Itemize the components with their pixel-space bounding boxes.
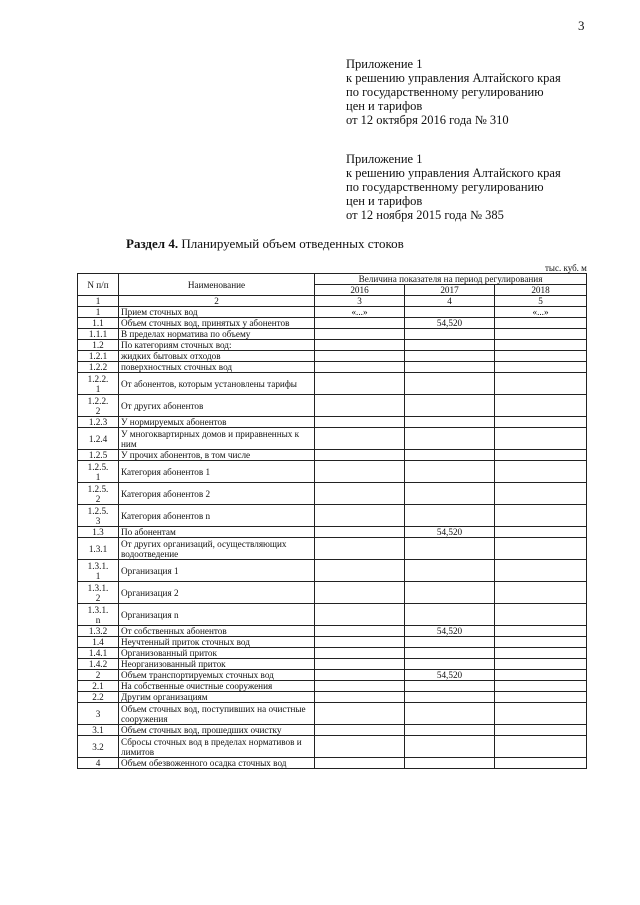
row-name: Объем сточных вод, принятых у абонентов — [119, 318, 315, 329]
appendix-line: Приложение 1 — [346, 57, 423, 71]
row-name: От абонентов, которым установлены тарифы — [119, 373, 315, 395]
value-2016 — [315, 318, 405, 329]
value-2016 — [315, 373, 405, 395]
value-2018 — [495, 450, 587, 461]
table-row — [78, 670, 587, 681]
table-row — [78, 428, 587, 450]
appendix-line: к решению управления Алтайского края — [346, 166, 561, 180]
table-row — [78, 626, 587, 637]
row-number: 3.1 — [78, 725, 119, 736]
value-2018 — [495, 362, 587, 373]
table-row — [78, 362, 587, 373]
appendix-line: от 12 октября 2016 года № 310 — [346, 113, 509, 127]
row-number: 1.4.1 — [78, 648, 119, 659]
appendix-line: по государственному регулированию — [346, 180, 544, 194]
value-2017 — [405, 736, 495, 758]
value-2016 — [315, 428, 405, 450]
planned-volume-table — [77, 273, 587, 769]
value-2016 — [315, 395, 405, 417]
row-number: 1.2.5. 2 — [78, 483, 119, 505]
value-2018 — [495, 659, 587, 670]
row-name: жидких бытовых отходов — [119, 351, 315, 362]
table-row — [78, 373, 587, 395]
table-row — [78, 703, 587, 725]
value-2018 — [495, 604, 587, 626]
value-2017 — [405, 725, 495, 736]
value-2017 — [405, 351, 495, 362]
value-2017 — [405, 692, 495, 703]
row-name: На собственные очистные сооружения — [119, 681, 315, 692]
row-number: 1.3.1. 1 — [78, 560, 119, 582]
row-number: 1.2.2. 1 — [78, 373, 119, 395]
row-name: От других организаций, осуществляющих водоотведение — [119, 538, 315, 560]
row-name: От других абонентов — [119, 395, 315, 417]
header-period: Величина показателя на период регулирования — [315, 274, 587, 285]
value-2018 — [495, 725, 587, 736]
row-number: 1.2.3 — [78, 417, 119, 428]
section-title-text: Планируемый объем отведенных стоков — [178, 236, 404, 251]
row-number: 1.2.5 — [78, 450, 119, 461]
row-number: 1.2.5. 3 — [78, 505, 119, 527]
table-row — [78, 692, 587, 703]
table-row — [78, 736, 587, 758]
value-2017 — [405, 362, 495, 373]
value-2018 — [495, 351, 587, 362]
index-cell: 1 — [78, 296, 119, 307]
table-row — [78, 604, 587, 626]
index-cell: 3 — [315, 296, 405, 307]
value-2016 — [315, 483, 405, 505]
value-2017 — [405, 450, 495, 461]
row-name: Неорганизованный приток — [119, 659, 315, 670]
row-number: 1.4 — [78, 637, 119, 648]
table-row — [78, 483, 587, 505]
value-2017: 54,520 — [405, 527, 495, 538]
row-name: Организация n — [119, 604, 315, 626]
table-row — [78, 560, 587, 582]
value-2018 — [495, 626, 587, 637]
value-2017 — [405, 604, 495, 626]
value-2017 — [405, 428, 495, 450]
value-2017 — [405, 505, 495, 527]
row-number: 1.3.1. n — [78, 604, 119, 626]
row-number: 3 — [78, 703, 119, 725]
value-2017 — [405, 461, 495, 483]
value-2016 — [315, 626, 405, 637]
value-2018 — [495, 428, 587, 450]
value-2016 — [315, 560, 405, 582]
table-row — [78, 461, 587, 483]
value-2016 — [315, 450, 405, 461]
value-2016: «...» — [315, 307, 405, 318]
row-number: 1.2 — [78, 340, 119, 351]
section-title — [126, 236, 404, 252]
index-cell: 2 — [119, 296, 315, 307]
value-2016 — [315, 725, 405, 736]
value-2017 — [405, 758, 495, 769]
value-2016 — [315, 659, 405, 670]
row-number: 4 — [78, 758, 119, 769]
value-2016 — [315, 538, 405, 560]
value-2016 — [315, 527, 405, 538]
appendix-line: от 12 ноября 2015 года № 385 — [346, 208, 504, 222]
row-number: 1.3.2 — [78, 626, 119, 637]
row-name: У прочих абонентов, в том числе — [119, 450, 315, 461]
table-row — [78, 527, 587, 538]
appendix-current-header — [346, 57, 561, 127]
value-2018 — [495, 417, 587, 428]
table-row — [78, 538, 587, 560]
value-2018 — [495, 692, 587, 703]
row-name: Объем сточных вод, поступивших на очистные сооружения — [119, 703, 315, 725]
row-number: 3.2 — [78, 736, 119, 758]
value-2018 — [495, 527, 587, 538]
row-number: 1.2.2 — [78, 362, 119, 373]
table-row — [78, 351, 587, 362]
value-2017 — [405, 340, 495, 351]
row-name: Категория абонентов n — [119, 505, 315, 527]
table-row — [78, 659, 587, 670]
value-2017 — [405, 648, 495, 659]
row-number: 1.2.5. 1 — [78, 461, 119, 483]
value-2018 — [495, 340, 587, 351]
section-label: Раздел 4. — [126, 236, 179, 251]
row-name: Неучтенный приток сточных вод — [119, 637, 315, 648]
row-name: Другим организациям — [119, 692, 315, 703]
header-year: 2017 — [405, 285, 495, 296]
header-num: N п/п — [78, 274, 119, 296]
value-2018 — [495, 329, 587, 340]
row-number: 1.3.1 — [78, 538, 119, 560]
appendix-line: Приложение 1 — [346, 152, 423, 166]
value-2018 — [495, 758, 587, 769]
row-name: В пределах норматива по объему — [119, 329, 315, 340]
row-number: 1.3.1. 2 — [78, 582, 119, 604]
table-row — [78, 582, 587, 604]
value-2016 — [315, 505, 405, 527]
value-2016 — [315, 417, 405, 428]
row-name: Организация 1 — [119, 560, 315, 582]
table-row — [78, 340, 587, 351]
value-2017 — [405, 582, 495, 604]
value-2018 — [495, 505, 587, 527]
row-name: У нормируемых абонентов — [119, 417, 315, 428]
page-number: 3 — [578, 18, 585, 33]
row-name: У многоквартирных домов и приравненных к ним — [119, 428, 315, 450]
table-row — [78, 395, 587, 417]
row-name: Объем транспортируемых сточных вод — [119, 670, 315, 681]
index-cell: 5 — [495, 296, 587, 307]
header-year: 2018 — [495, 285, 587, 296]
value-2016 — [315, 340, 405, 351]
value-2017 — [405, 637, 495, 648]
value-2017 — [405, 681, 495, 692]
value-2016 — [315, 758, 405, 769]
value-2017 — [405, 703, 495, 725]
appendix-line: по государственному регулированию — [346, 85, 544, 99]
value-2017 — [405, 307, 495, 318]
value-2018 — [495, 703, 587, 725]
value-2016 — [315, 604, 405, 626]
value-2017 — [405, 483, 495, 505]
value-2017: 54,520 — [405, 318, 495, 329]
appendix-line: цен и тарифов — [346, 194, 423, 208]
appendix-original-header — [346, 152, 561, 222]
row-number: 1.2.1 — [78, 351, 119, 362]
appendix-line: цен и тарифов — [346, 99, 423, 113]
value-2017 — [405, 395, 495, 417]
row-name: Организованный приток — [119, 648, 315, 659]
table-row — [78, 637, 587, 648]
appendix-line: к решению управления Алтайского края — [346, 71, 561, 85]
value-2018: «...» — [495, 307, 587, 318]
header-name: Наименование — [119, 274, 315, 296]
row-name: По абонентам — [119, 527, 315, 538]
row-name: Прием сточных вод — [119, 307, 315, 318]
row-number: 2 — [78, 670, 119, 681]
row-name: По категориям сточных вод: — [119, 340, 315, 351]
table-body — [78, 307, 587, 769]
row-name: Объем сточных вод, прошедших очистку — [119, 725, 315, 736]
table-row — [78, 681, 587, 692]
row-name: Сбросы сточных вод в пределах нормативов и лимитов — [119, 736, 315, 758]
value-2018 — [495, 318, 587, 329]
table-row — [78, 329, 587, 340]
row-number: 1.2.2. 2 — [78, 395, 119, 417]
value-2017 — [405, 329, 495, 340]
value-2018 — [495, 560, 587, 582]
row-name: Организация 2 — [119, 582, 315, 604]
index-cell: 4 — [405, 296, 495, 307]
value-2018 — [495, 637, 587, 648]
value-2016 — [315, 648, 405, 659]
value-2018 — [495, 373, 587, 395]
table-row — [78, 318, 587, 329]
row-name: поверхностных сточных вод — [119, 362, 315, 373]
value-2017 — [405, 538, 495, 560]
value-2018 — [495, 538, 587, 560]
value-2018 — [495, 648, 587, 659]
value-2016 — [315, 703, 405, 725]
table-row — [78, 505, 587, 527]
value-2016 — [315, 329, 405, 340]
row-number: 1.1.1 — [78, 329, 119, 340]
value-2017 — [405, 659, 495, 670]
row-name: Категория абонентов 2 — [119, 483, 315, 505]
value-2018 — [495, 395, 587, 417]
units-label: тыс. куб. м — [545, 263, 587, 273]
table-row — [78, 758, 587, 769]
value-2018 — [495, 483, 587, 505]
header-year: 2016 — [315, 285, 405, 296]
value-2018 — [495, 582, 587, 604]
row-number: 1.2.4 — [78, 428, 119, 450]
value-2016 — [315, 692, 405, 703]
value-2016 — [315, 670, 405, 681]
row-name: Объем обезвоженного осадка сточных вод — [119, 758, 315, 769]
row-name: Категория абонентов 1 — [119, 461, 315, 483]
value-2018 — [495, 670, 587, 681]
table-row — [78, 648, 587, 659]
row-number: 1.3 — [78, 527, 119, 538]
value-2018 — [495, 461, 587, 483]
table-row — [78, 307, 587, 318]
table-row — [78, 725, 587, 736]
value-2016 — [315, 681, 405, 692]
value-2017 — [405, 560, 495, 582]
row-number: 1.1 — [78, 318, 119, 329]
value-2016 — [315, 736, 405, 758]
table-row — [78, 450, 587, 461]
row-number: 1 — [78, 307, 119, 318]
row-number: 2.2 — [78, 692, 119, 703]
value-2016 — [315, 637, 405, 648]
row-number: 1.4.2 — [78, 659, 119, 670]
value-2017 — [405, 417, 495, 428]
row-number: 2.1 — [78, 681, 119, 692]
value-2018 — [495, 736, 587, 758]
value-2016 — [315, 362, 405, 373]
value-2016 — [315, 582, 405, 604]
row-name: От собственных абонентов — [119, 626, 315, 637]
value-2017: 54,520 — [405, 670, 495, 681]
value-2017 — [405, 373, 495, 395]
table-row — [78, 417, 587, 428]
value-2016 — [315, 351, 405, 362]
value-2017: 54,520 — [405, 626, 495, 637]
value-2016 — [315, 461, 405, 483]
value-2018 — [495, 681, 587, 692]
